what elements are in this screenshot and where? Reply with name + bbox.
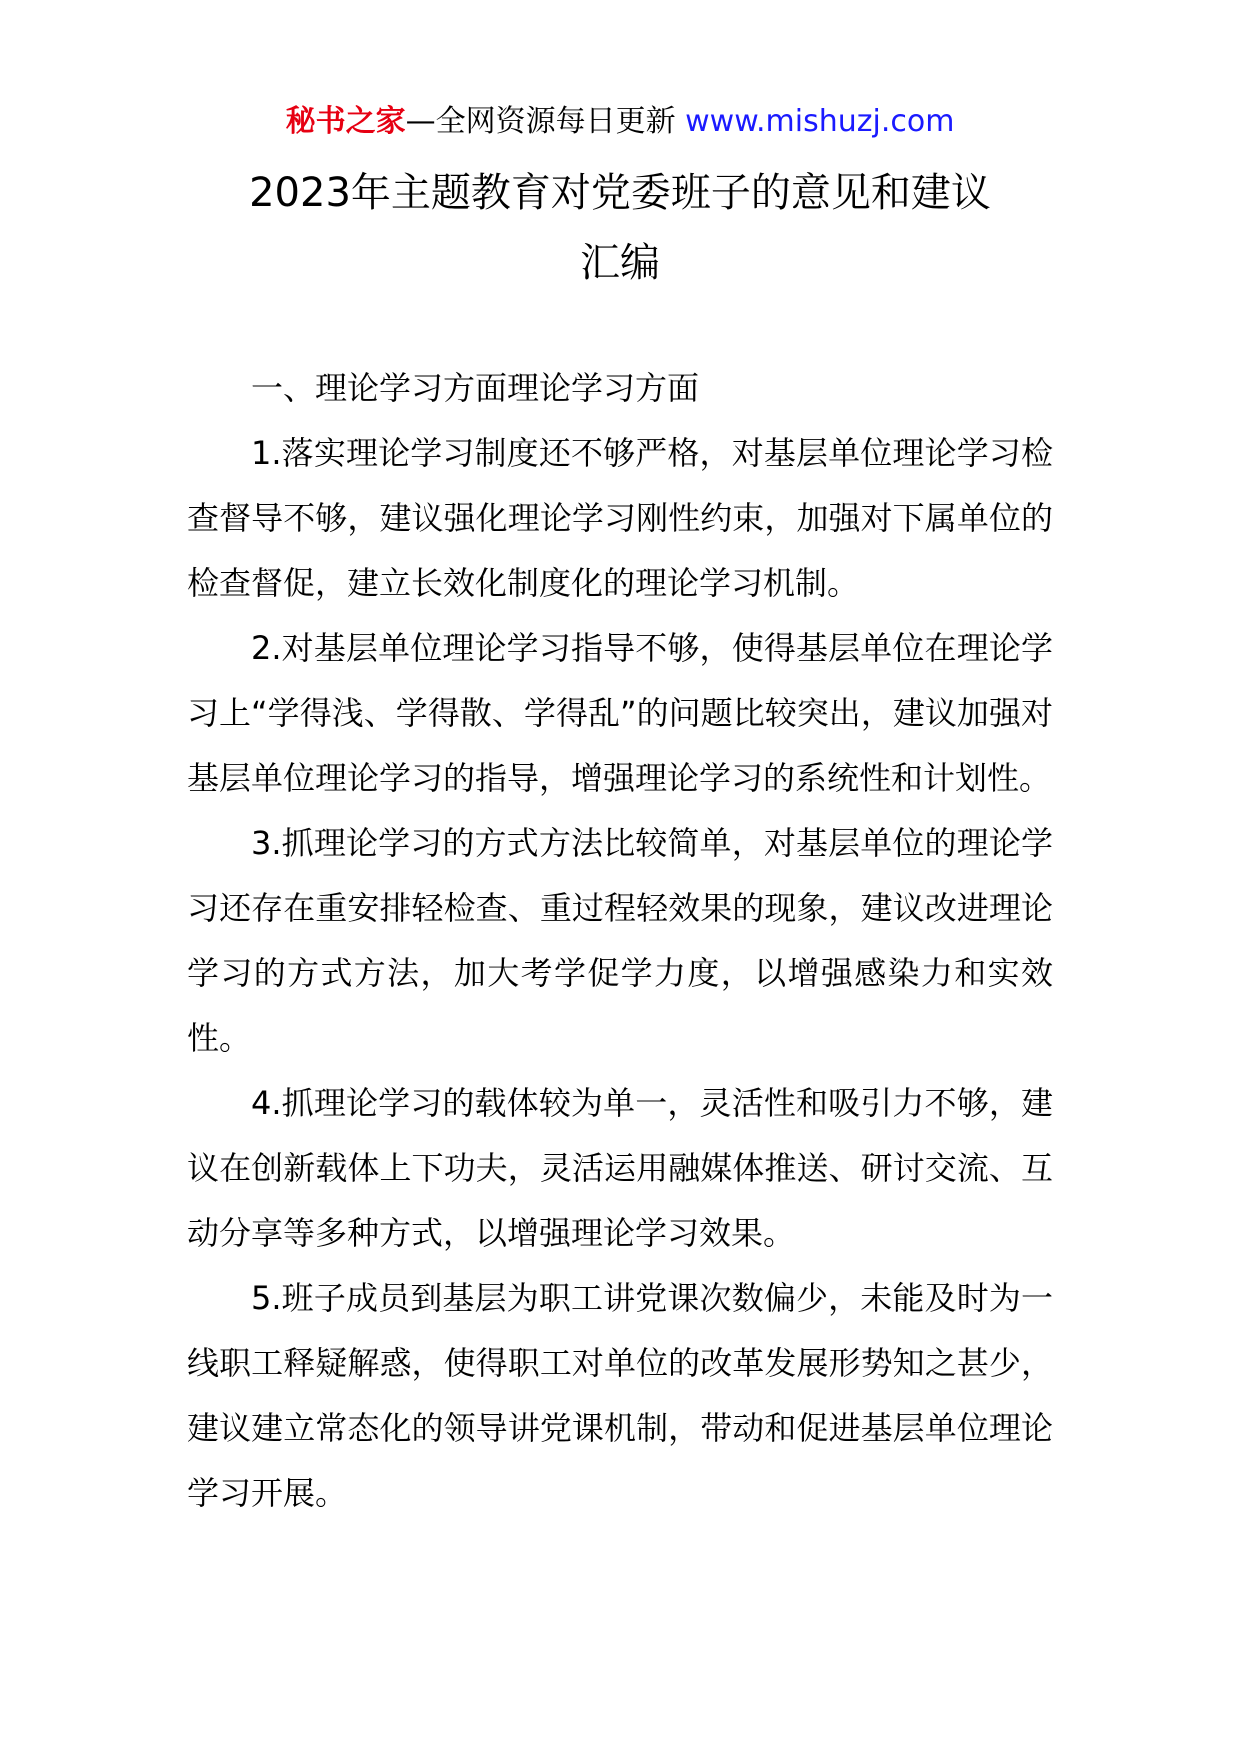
paragraph-4: 4.抓理论学习的载体较为单一，灵活性和吸引力不够，建议在创新载体上下功夫，灵活运用融媒体推送、研讨交流、互动分享等多种方式，以增强理论学习效果。 bbox=[187, 1084, 1053, 1252]
paragraph-5: 5.班子成员到基层为职工讲党课次数偏少，未能及时为一线职工释疑解惑，使得职工对单位的改革发展形势知之甚少，建议建立常态化的领导讲党课机制，带动和促进基层单位理论学习开展。 bbox=[187, 1279, 1053, 1512]
title-line-2: 汇编 bbox=[580, 240, 660, 286]
paragraph-1: 1.落实理论学习制度还不够严格，对基层单位理论学习检查督导不够，建议强化理论学习刚性约束，加强对下属单位的检查督促，建立长效化制度化的理论学习机制。 bbox=[187, 434, 1053, 602]
brand-name: 秘书之家 bbox=[285, 104, 406, 139]
website-link[interactable]: www.mishuzj.com bbox=[685, 104, 955, 139]
document-body bbox=[187, 356, 1053, 1526]
section-heading: 一、理论学习方面理论学习方面 bbox=[251, 369, 700, 407]
document-title bbox=[150, 158, 1090, 298]
header-slogan: —全网资源每日更新 bbox=[405, 104, 676, 139]
paragraph-3: 3.抓理论学习的方式方法比较简单，对基层单位的理论学习还存在重安排轻检查、重过程轻效果的现象，建议改进理论学习的方式方法，加大考学促学力度，以增强感染力和实效性。 bbox=[187, 824, 1053, 1057]
page-header bbox=[0, 100, 1240, 144]
paragraph-2: 2.对基层单位理论学习指导不够，使得基层单位在理论学习上“学得浅、学得散、学得乱”的问题比较突出，建议加强对基层单位理论学习的指导，增强理论学习的系统性和计划性。 bbox=[187, 629, 1053, 797]
title-line-1: 2023年主题教育对党委班子的意见和建议 bbox=[249, 170, 991, 216]
